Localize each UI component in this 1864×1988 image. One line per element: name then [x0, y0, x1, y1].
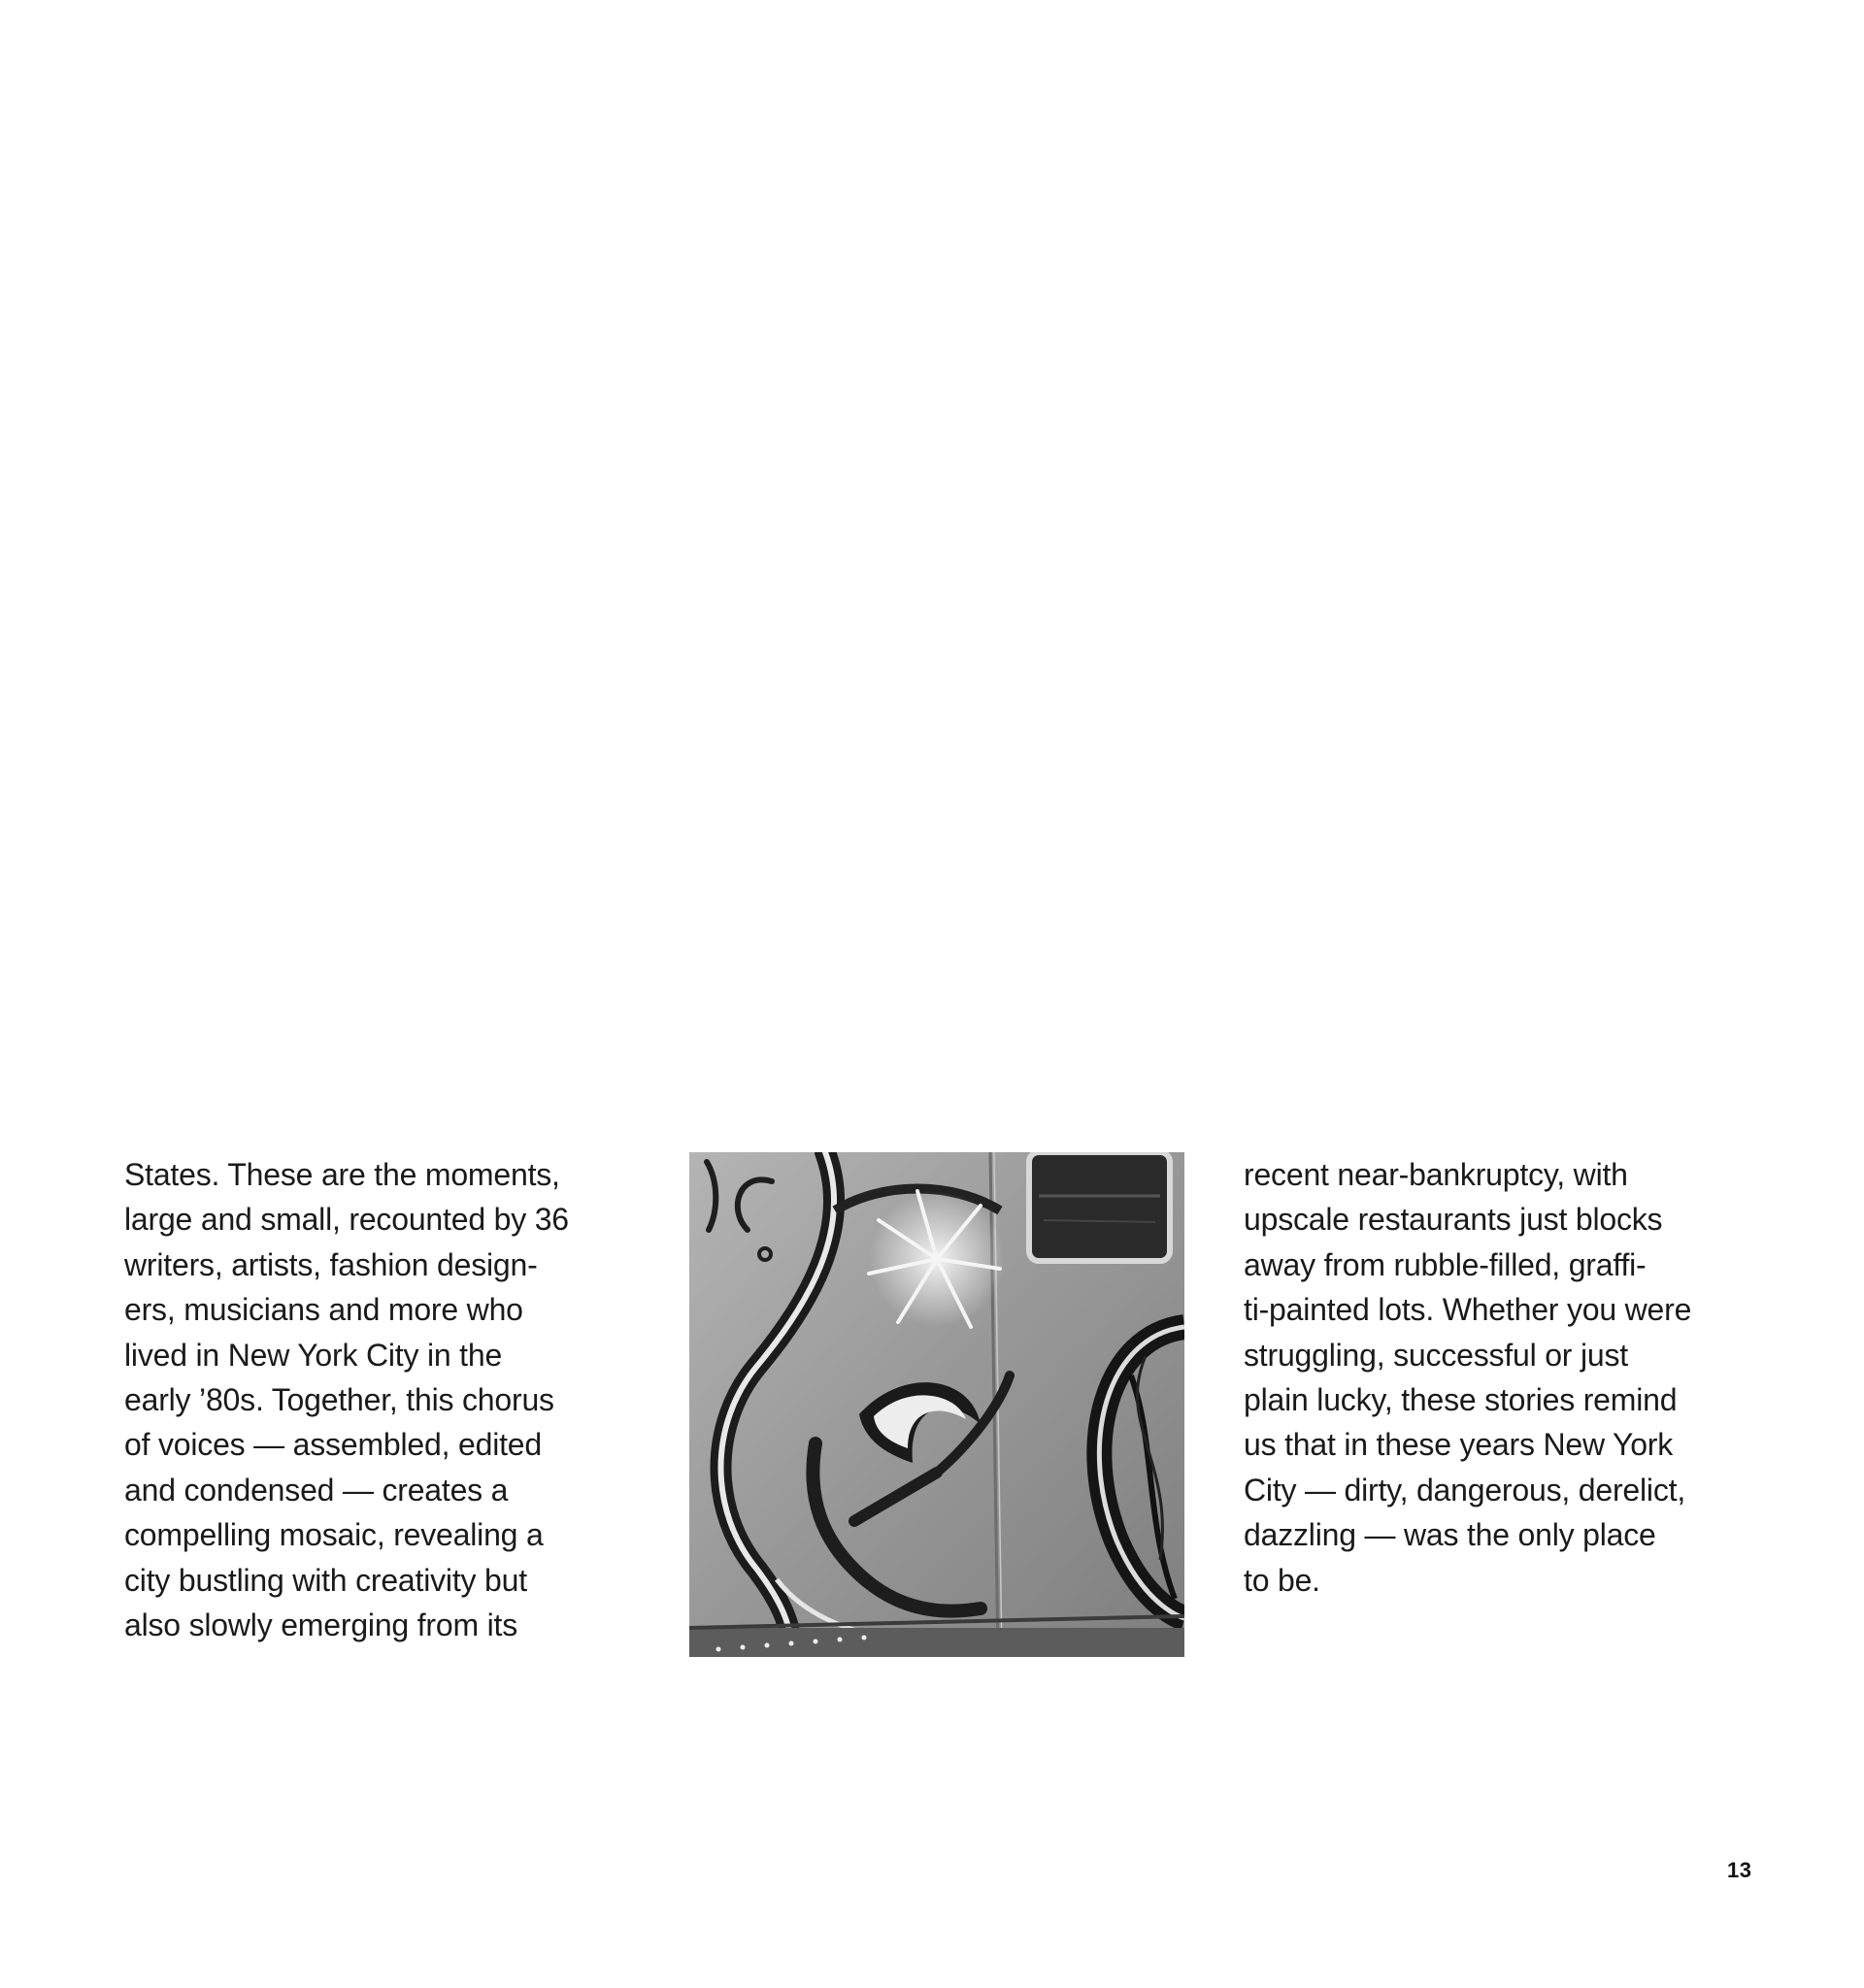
- text-line: also slowly emerging from its: [124, 1607, 517, 1643]
- text-line: struggling, successful or just: [1244, 1337, 1628, 1373]
- text-line: recent near-bankruptcy, with: [1244, 1157, 1628, 1192]
- text-line: dazzling — was the only place: [1244, 1517, 1656, 1553]
- right-text-column: [1244, 1152, 1787, 1603]
- text-line: early ’80s. Together, this chorus: [124, 1382, 554, 1418]
- text-line: city bustling with creativity but: [124, 1562, 527, 1598]
- text-line: upscale restaurants just blocks: [1244, 1202, 1663, 1238]
- left-text-column: [124, 1152, 668, 1647]
- text-line: away from rubble-filled, graffi-: [1244, 1246, 1647, 1282]
- text-line: of voices — assembled, edited: [124, 1427, 542, 1463]
- text-line: large and small, recounted by 36: [124, 1202, 569, 1238]
- text-line: ers, musicians and more who: [124, 1292, 523, 1328]
- text-line: plain lucky, these stories remind: [1244, 1382, 1678, 1418]
- text-line: us that in these years New York: [1244, 1427, 1674, 1463]
- text-line: to be.: [1244, 1562, 1320, 1598]
- text-line: City — dirty, dangerous, derelict,: [1244, 1472, 1686, 1508]
- graffiti-photo-illustration: [689, 1152, 1184, 1657]
- text-line: ti-painted lots. Whether you were: [1244, 1292, 1692, 1328]
- text-line: writers, artists, fashion design-: [124, 1246, 538, 1282]
- graffiti-subway-photo: [689, 1152, 1184, 1657]
- page-number: 13: [1727, 1858, 1752, 1882]
- text-line: States. These are the moments,: [124, 1157, 560, 1192]
- text-line: and condensed — creates a: [124, 1472, 509, 1508]
- text-line: compelling mosaic, revealing a: [124, 1517, 544, 1553]
- text-line: lived in New York City in the: [124, 1337, 503, 1373]
